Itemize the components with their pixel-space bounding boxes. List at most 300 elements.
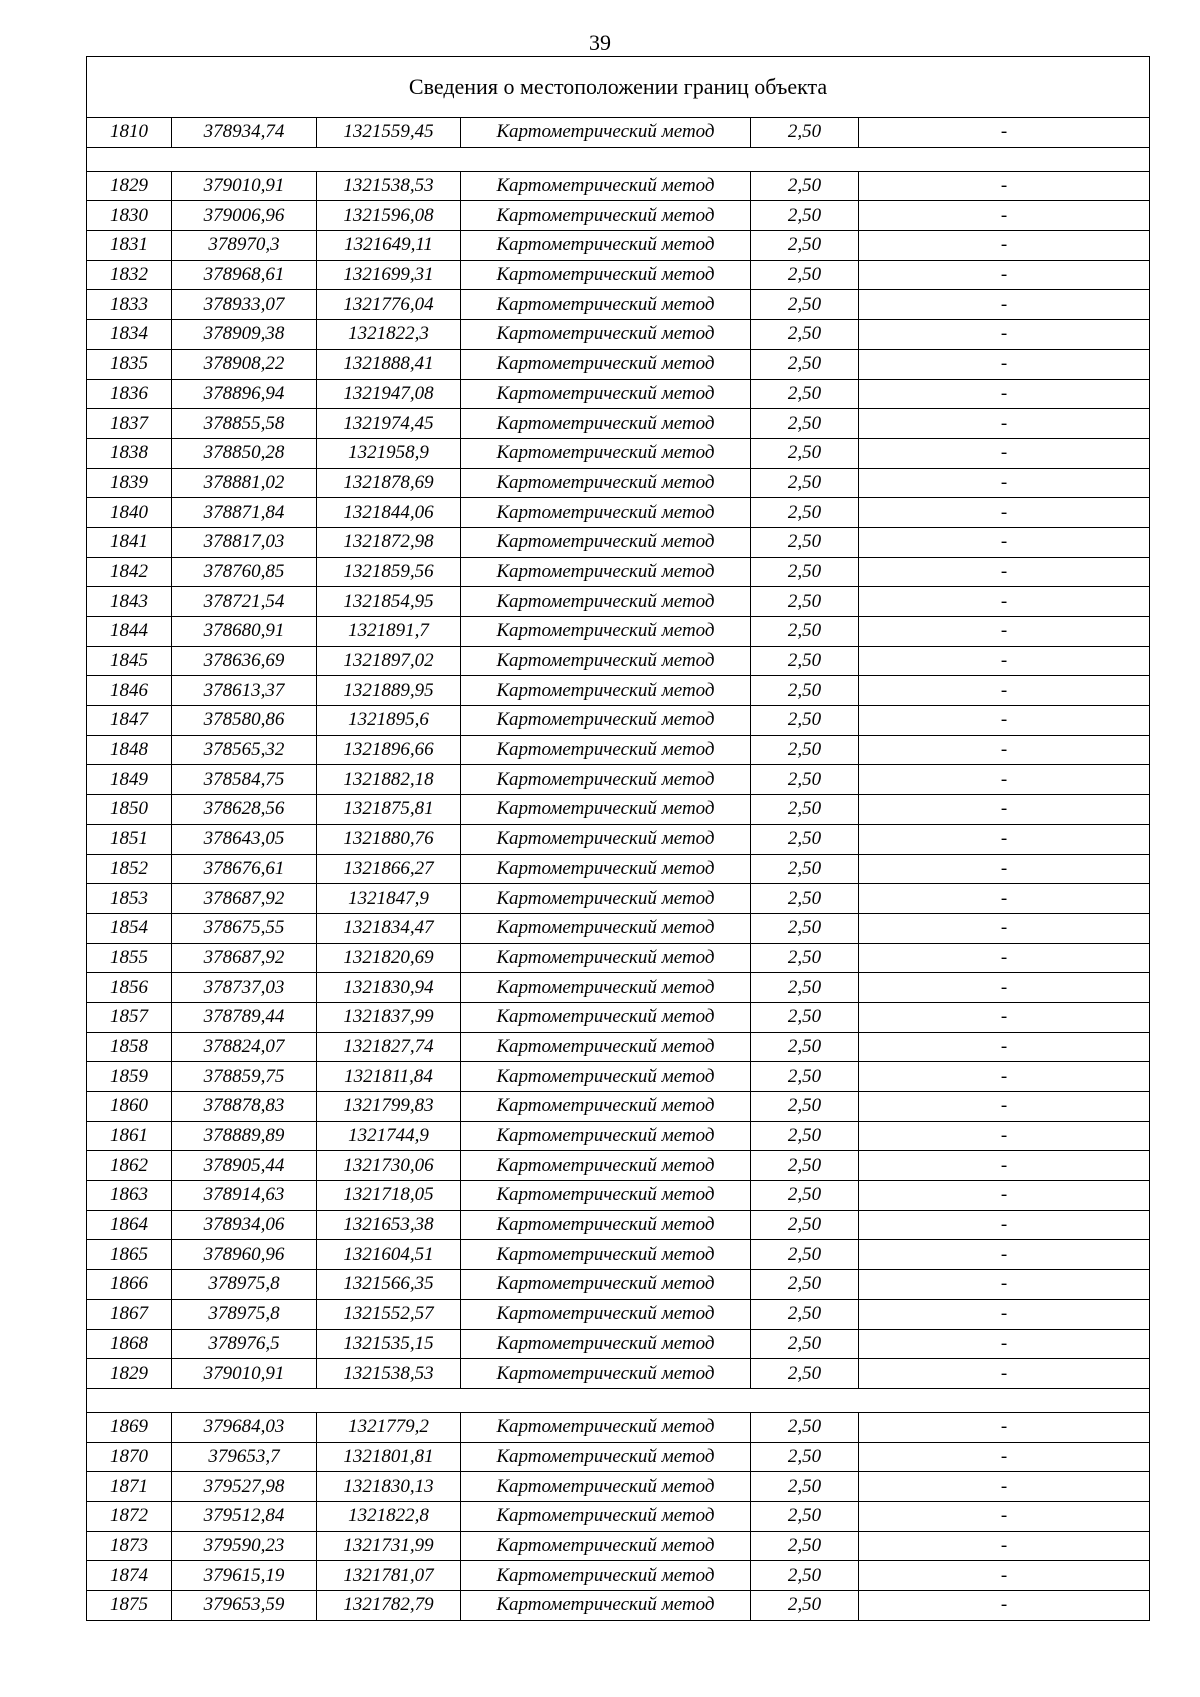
method-cell: Картометрический метод [461, 973, 751, 1003]
table-row [87, 409, 1150, 439]
table-row [87, 1299, 1150, 1329]
x-coordinate-cell: 378859,75 [172, 1062, 317, 1092]
y-coordinate-cell: 1321882,18 [317, 765, 461, 795]
y-coordinate-cell: 1321889,95 [317, 676, 461, 706]
accuracy-cell: 2,50 [751, 320, 859, 350]
y-coordinate-cell: 1321649,11 [317, 231, 461, 261]
description-cell: - [859, 409, 1150, 439]
accuracy-cell: 2,50 [751, 646, 859, 676]
method-cell: Картометрический метод [461, 1210, 751, 1240]
table-row [87, 617, 1150, 647]
y-coordinate-cell: 1321552,57 [317, 1299, 461, 1329]
table-title-row [87, 57, 1150, 118]
description-cell: - [859, 527, 1150, 557]
table-row [87, 1442, 1150, 1472]
accuracy-cell: 2,50 [751, 1329, 859, 1359]
point-number-cell: 1848 [87, 735, 172, 765]
method-cell: Картометрический метод [461, 1359, 751, 1389]
y-coordinate-cell: 1321822,3 [317, 320, 461, 350]
table-row [87, 1002, 1150, 1032]
point-number-cell: 1853 [87, 884, 172, 914]
x-coordinate-cell: 378908,22 [172, 349, 317, 379]
method-cell: Картометрический метод [461, 1442, 751, 1472]
method-cell: Картометрический метод [461, 706, 751, 736]
description-cell: - [859, 1121, 1150, 1151]
method-cell: Картометрический метод [461, 676, 751, 706]
method-cell: Картометрический метод [461, 468, 751, 498]
x-coordinate-cell: 378934,06 [172, 1210, 317, 1240]
table-row [87, 171, 1150, 201]
method-cell: Картометрический метод [461, 438, 751, 468]
point-number-cell: 1847 [87, 706, 172, 736]
y-coordinate-cell: 1321854,95 [317, 587, 461, 617]
description-cell: - [859, 118, 1150, 148]
method-cell: Картометрический метод [461, 1032, 751, 1062]
x-coordinate-cell: 378855,58 [172, 409, 317, 439]
description-cell: - [859, 587, 1150, 617]
x-coordinate-cell: 378824,07 [172, 1032, 317, 1062]
accuracy-cell: 2,50 [751, 290, 859, 320]
table-row [87, 201, 1150, 231]
table-row [87, 1501, 1150, 1531]
x-coordinate-cell: 379653,59 [172, 1591, 317, 1621]
accuracy-cell: 2,50 [751, 1591, 859, 1621]
x-coordinate-cell: 379653,7 [172, 1442, 317, 1472]
x-coordinate-cell: 378643,05 [172, 824, 317, 854]
y-coordinate-cell: 1321958,9 [317, 438, 461, 468]
y-coordinate-cell: 1321895,6 [317, 706, 461, 736]
table-row [87, 1151, 1150, 1181]
accuracy-cell: 2,50 [751, 557, 859, 587]
x-coordinate-cell: 379006,96 [172, 201, 317, 231]
description-cell: - [859, 1240, 1150, 1270]
table-row [87, 320, 1150, 350]
accuracy-cell: 2,50 [751, 260, 859, 290]
x-coordinate-cell: 378896,94 [172, 379, 317, 409]
y-coordinate-cell: 1321947,08 [317, 379, 461, 409]
x-coordinate-cell: 378975,8 [172, 1299, 317, 1329]
description-cell: - [859, 290, 1150, 320]
y-coordinate-cell: 1321730,06 [317, 1151, 461, 1181]
table-row [87, 290, 1150, 320]
accuracy-cell: 2,50 [751, 527, 859, 557]
accuracy-cell: 2,50 [751, 1210, 859, 1240]
accuracy-cell: 2,50 [751, 943, 859, 973]
table-row [87, 1240, 1150, 1270]
table-row [87, 973, 1150, 1003]
x-coordinate-cell: 378676,61 [172, 854, 317, 884]
description-cell: - [859, 1062, 1150, 1092]
point-number-cell: 1830 [87, 201, 172, 231]
y-coordinate-cell: 1321834,47 [317, 913, 461, 943]
x-coordinate-cell: 378933,07 [172, 290, 317, 320]
accuracy-cell: 2,50 [751, 1151, 859, 1181]
point-number-cell: 1834 [87, 320, 172, 350]
method-cell: Картометрический метод [461, 1329, 751, 1359]
table-row [87, 765, 1150, 795]
point-number-cell: 1856 [87, 973, 172, 1003]
method-cell: Картометрический метод [461, 1121, 751, 1151]
table-row [87, 795, 1150, 825]
y-coordinate-cell: 1321875,81 [317, 795, 461, 825]
y-coordinate-cell: 1321779,2 [317, 1412, 461, 1442]
y-coordinate-cell: 1321837,99 [317, 1002, 461, 1032]
table-row [87, 1591, 1150, 1621]
point-number-cell: 1810 [87, 118, 172, 148]
point-number-cell: 1866 [87, 1270, 172, 1300]
method-cell: Картометрический метод [461, 913, 751, 943]
x-coordinate-cell: 378760,85 [172, 557, 317, 587]
x-coordinate-cell: 378680,91 [172, 617, 317, 647]
method-cell: Картометрический метод [461, 201, 751, 231]
y-coordinate-cell: 1321820,69 [317, 943, 461, 973]
y-coordinate-cell: 1321897,02 [317, 646, 461, 676]
accuracy-cell: 2,50 [751, 1442, 859, 1472]
y-coordinate-cell: 1321811,84 [317, 1062, 461, 1092]
accuracy-cell: 2,50 [751, 884, 859, 914]
description-cell: - [859, 617, 1150, 647]
y-coordinate-cell: 1321535,15 [317, 1329, 461, 1359]
table-row [87, 884, 1150, 914]
x-coordinate-cell: 379010,91 [172, 1359, 317, 1389]
method-cell: Картометрический метод [461, 557, 751, 587]
x-coordinate-cell: 378889,89 [172, 1121, 317, 1151]
y-coordinate-cell: 1321538,53 [317, 171, 461, 201]
x-coordinate-cell: 378636,69 [172, 646, 317, 676]
method-cell: Картометрический метод [461, 1412, 751, 1442]
table-row [87, 943, 1150, 973]
y-coordinate-cell: 1321566,35 [317, 1270, 461, 1300]
method-cell: Картометрический метод [461, 824, 751, 854]
description-cell: - [859, 795, 1150, 825]
point-number-cell: 1857 [87, 1002, 172, 1032]
x-coordinate-cell: 378628,56 [172, 795, 317, 825]
y-coordinate-cell: 1321844,06 [317, 498, 461, 528]
point-number-cell: 1855 [87, 943, 172, 973]
accuracy-cell: 2,50 [751, 1299, 859, 1329]
point-number-cell: 1864 [87, 1210, 172, 1240]
method-cell: Картометрический метод [461, 1092, 751, 1122]
contour-separator-row [87, 1388, 1150, 1412]
x-coordinate-cell: 378878,83 [172, 1092, 317, 1122]
table-row [87, 646, 1150, 676]
point-number-cell: 1865 [87, 1240, 172, 1270]
y-coordinate-cell: 1321801,81 [317, 1442, 461, 1472]
method-cell: Картометрический метод [461, 118, 751, 148]
x-coordinate-cell: 378976,5 [172, 1329, 317, 1359]
table-row [87, 1359, 1150, 1389]
description-cell: - [859, 1472, 1150, 1502]
table-row [87, 587, 1150, 617]
method-cell: Картометрический метод [461, 527, 751, 557]
x-coordinate-cell: 378850,28 [172, 438, 317, 468]
method-cell: Картометрический метод [461, 646, 751, 676]
table-row [87, 557, 1150, 587]
y-coordinate-cell: 1321830,94 [317, 973, 461, 1003]
description-cell: - [859, 646, 1150, 676]
accuracy-cell: 2,50 [751, 409, 859, 439]
x-coordinate-cell: 379512,84 [172, 1501, 317, 1531]
y-coordinate-cell: 1321847,9 [317, 884, 461, 914]
accuracy-cell: 2,50 [751, 468, 859, 498]
table-row [87, 1121, 1150, 1151]
y-coordinate-cell: 1321896,66 [317, 735, 461, 765]
description-cell: - [859, 1329, 1150, 1359]
point-number-cell: 1837 [87, 409, 172, 439]
table-row [87, 1561, 1150, 1591]
point-number-cell: 1875 [87, 1591, 172, 1621]
x-coordinate-cell: 378881,02 [172, 468, 317, 498]
table-row [87, 1181, 1150, 1211]
description-cell: - [859, 676, 1150, 706]
description-cell: - [859, 1561, 1150, 1591]
y-coordinate-cell: 1321776,04 [317, 290, 461, 320]
point-number-cell: 1872 [87, 1501, 172, 1531]
description-cell: - [859, 349, 1150, 379]
table-row [87, 1412, 1150, 1442]
table-row [87, 913, 1150, 943]
description-cell: - [859, 1181, 1150, 1211]
method-cell: Картометрический метод [461, 943, 751, 973]
method-cell: Картометрический метод [461, 1561, 751, 1591]
method-cell: Картометрический метод [461, 735, 751, 765]
description-cell: - [859, 379, 1150, 409]
y-coordinate-cell: 1321974,45 [317, 409, 461, 439]
method-cell: Картометрический метод [461, 1591, 751, 1621]
x-coordinate-cell: 378968,61 [172, 260, 317, 290]
description-cell: - [859, 201, 1150, 231]
x-coordinate-cell: 378909,38 [172, 320, 317, 350]
description-cell: - [859, 943, 1150, 973]
x-coordinate-cell: 378934,74 [172, 118, 317, 148]
table-row [87, 706, 1150, 736]
y-coordinate-cell: 1321596,08 [317, 201, 461, 231]
y-coordinate-cell: 1321878,69 [317, 468, 461, 498]
x-coordinate-cell: 378970,3 [172, 231, 317, 261]
accuracy-cell: 2,50 [751, 498, 859, 528]
point-number-cell: 1829 [87, 1359, 172, 1389]
accuracy-cell: 2,50 [751, 1002, 859, 1032]
accuracy-cell: 2,50 [751, 1531, 859, 1561]
accuracy-cell: 2,50 [751, 587, 859, 617]
point-number-cell: 1859 [87, 1062, 172, 1092]
table-row [87, 498, 1150, 528]
method-cell: Картометрический метод [461, 290, 751, 320]
boundary-coordinates-table [86, 56, 1150, 1621]
description-cell: - [859, 1151, 1150, 1181]
description-cell: - [859, 973, 1150, 1003]
y-coordinate-cell: 1321718,05 [317, 1181, 461, 1211]
table-row [87, 231, 1150, 261]
accuracy-cell: 2,50 [751, 1121, 859, 1151]
table-row [87, 1032, 1150, 1062]
description-cell: - [859, 735, 1150, 765]
table-row [87, 1210, 1150, 1240]
point-number-cell: 1849 [87, 765, 172, 795]
y-coordinate-cell: 1321604,51 [317, 1240, 461, 1270]
accuracy-cell: 2,50 [751, 1092, 859, 1122]
description-cell: - [859, 1299, 1150, 1329]
x-coordinate-cell: 379010,91 [172, 171, 317, 201]
accuracy-cell: 2,50 [751, 231, 859, 261]
method-cell: Картометрический метод [461, 231, 751, 261]
description-cell: - [859, 1412, 1150, 1442]
table-row [87, 349, 1150, 379]
method-cell: Картометрический метод [461, 617, 751, 647]
x-coordinate-cell: 378914,63 [172, 1181, 317, 1211]
table-row [87, 735, 1150, 765]
method-cell: Картометрический метод [461, 1062, 751, 1092]
point-number-cell: 1869 [87, 1412, 172, 1442]
point-number-cell: 1845 [87, 646, 172, 676]
point-number-cell: 1854 [87, 913, 172, 943]
method-cell: Картометрический метод [461, 1501, 751, 1531]
separator-cell [87, 147, 1150, 171]
point-number-cell: 1860 [87, 1092, 172, 1122]
accuracy-cell: 2,50 [751, 171, 859, 201]
table-row [87, 438, 1150, 468]
point-number-cell: 1832 [87, 260, 172, 290]
page-number: 39 [589, 30, 611, 55]
x-coordinate-cell: 378905,44 [172, 1151, 317, 1181]
description-cell: - [859, 438, 1150, 468]
table-row [87, 527, 1150, 557]
accuracy-cell: 2,50 [751, 1472, 859, 1502]
x-coordinate-cell: 378960,96 [172, 1240, 317, 1270]
method-cell: Картометрический метод [461, 587, 751, 617]
y-coordinate-cell: 1321888,41 [317, 349, 461, 379]
accuracy-cell: 2,50 [751, 706, 859, 736]
description-cell: - [859, 824, 1150, 854]
point-number-cell: 1831 [87, 231, 172, 261]
point-number-cell: 1873 [87, 1531, 172, 1561]
point-number-cell: 1839 [87, 468, 172, 498]
point-number-cell: 1840 [87, 498, 172, 528]
y-coordinate-cell: 1321891,7 [317, 617, 461, 647]
description-cell: - [859, 1210, 1150, 1240]
point-number-cell: 1861 [87, 1121, 172, 1151]
y-coordinate-cell: 1321827,74 [317, 1032, 461, 1062]
accuracy-cell: 2,50 [751, 676, 859, 706]
point-number-cell: 1833 [87, 290, 172, 320]
accuracy-cell: 2,50 [751, 1062, 859, 1092]
accuracy-cell: 2,50 [751, 913, 859, 943]
x-coordinate-cell: 378975,8 [172, 1270, 317, 1300]
accuracy-cell: 2,50 [751, 1359, 859, 1389]
table-title: Сведения о местоположении границ объекта [87, 57, 1150, 118]
point-number-cell: 1842 [87, 557, 172, 587]
accuracy-cell: 2,50 [751, 1240, 859, 1270]
description-cell: - [859, 1032, 1150, 1062]
point-number-cell: 1844 [87, 617, 172, 647]
contour-separator-row [87, 147, 1150, 171]
point-number-cell: 1863 [87, 1181, 172, 1211]
description-cell: - [859, 1270, 1150, 1300]
separator-cell [87, 1388, 1150, 1412]
accuracy-cell: 2,50 [751, 118, 859, 148]
point-number-cell: 1868 [87, 1329, 172, 1359]
method-cell: Картометрический метод [461, 1151, 751, 1181]
table-row [87, 854, 1150, 884]
description-cell: - [859, 913, 1150, 943]
method-cell: Картометрический метод [461, 409, 751, 439]
description-cell: - [859, 557, 1150, 587]
description-cell: - [859, 1359, 1150, 1389]
point-number-cell: 1836 [87, 379, 172, 409]
description-cell: - [859, 884, 1150, 914]
table-row [87, 1531, 1150, 1561]
x-coordinate-cell: 378580,86 [172, 706, 317, 736]
accuracy-cell: 2,50 [751, 795, 859, 825]
point-number-cell: 1841 [87, 527, 172, 557]
x-coordinate-cell: 378687,92 [172, 943, 317, 973]
point-number-cell: 1870 [87, 1442, 172, 1472]
point-number-cell: 1850 [87, 795, 172, 825]
accuracy-cell: 2,50 [751, 438, 859, 468]
method-cell: Картометрический метод [461, 320, 751, 350]
point-number-cell: 1843 [87, 587, 172, 617]
point-number-cell: 1829 [87, 171, 172, 201]
table-row [87, 379, 1150, 409]
x-coordinate-cell: 379684,03 [172, 1412, 317, 1442]
y-coordinate-cell: 1321859,56 [317, 557, 461, 587]
point-number-cell: 1846 [87, 676, 172, 706]
table-row [87, 1092, 1150, 1122]
point-number-cell: 1862 [87, 1151, 172, 1181]
description-cell: - [859, 854, 1150, 884]
accuracy-cell: 2,50 [751, 201, 859, 231]
point-number-cell: 1835 [87, 349, 172, 379]
y-coordinate-cell: 1321781,07 [317, 1561, 461, 1591]
accuracy-cell: 2,50 [751, 349, 859, 379]
accuracy-cell: 2,50 [751, 379, 859, 409]
accuracy-cell: 2,50 [751, 617, 859, 647]
x-coordinate-cell: 378737,03 [172, 973, 317, 1003]
point-number-cell: 1851 [87, 824, 172, 854]
description-cell: - [859, 260, 1150, 290]
description-cell: - [859, 1501, 1150, 1531]
point-number-cell: 1867 [87, 1299, 172, 1329]
method-cell: Картометрический метод [461, 1181, 751, 1211]
method-cell: Картометрический метод [461, 260, 751, 290]
description-cell: - [859, 1442, 1150, 1472]
point-number-cell: 1874 [87, 1561, 172, 1591]
method-cell: Картометрический метод [461, 1002, 751, 1032]
x-coordinate-cell: 379615,19 [172, 1561, 317, 1591]
y-coordinate-cell: 1321538,53 [317, 1359, 461, 1389]
x-coordinate-cell: 379527,98 [172, 1472, 317, 1502]
table-row [87, 824, 1150, 854]
description-cell: - [859, 231, 1150, 261]
x-coordinate-cell: 378675,55 [172, 913, 317, 943]
x-coordinate-cell: 378687,92 [172, 884, 317, 914]
table-row [87, 1329, 1150, 1359]
description-cell: - [859, 1531, 1150, 1561]
x-coordinate-cell: 378584,75 [172, 765, 317, 795]
method-cell: Картометрический метод [461, 765, 751, 795]
point-number-cell: 1871 [87, 1472, 172, 1502]
x-coordinate-cell: 378565,32 [172, 735, 317, 765]
y-coordinate-cell: 1321559,45 [317, 118, 461, 148]
description-cell: - [859, 468, 1150, 498]
method-cell: Картометрический метод [461, 498, 751, 528]
point-number-cell: 1858 [87, 1032, 172, 1062]
method-cell: Картометрический метод [461, 349, 751, 379]
accuracy-cell: 2,50 [751, 1412, 859, 1442]
accuracy-cell: 2,50 [751, 1270, 859, 1300]
y-coordinate-cell: 1321822,8 [317, 1501, 461, 1531]
accuracy-cell: 2,50 [751, 1501, 859, 1531]
